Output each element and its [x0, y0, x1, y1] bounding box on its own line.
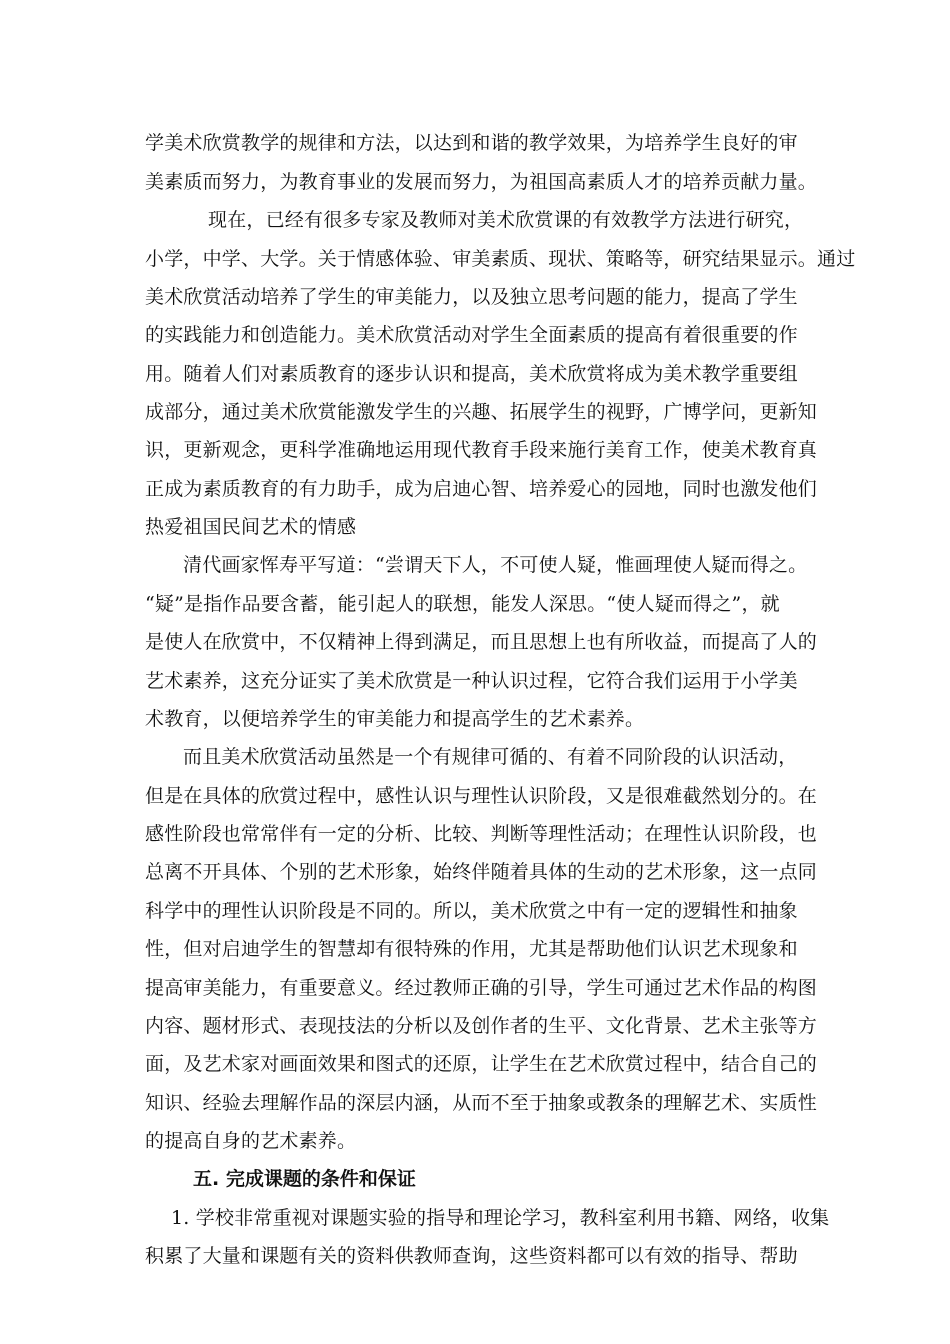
paragraph-line: 用。随着人们对素质教育的逐步认识和提高，美术欣赏将成为美术教学重要组 — [145, 363, 798, 385]
paragraph-line: 1. 学校非常重视对课题实验的指导和理论学习，教科室利用书籍、网络，收集 — [171, 1207, 830, 1229]
paragraph-line: 美素质而努力，为教育事业的发展而努力，为祖国高素质人才的培养贡献力量。 — [145, 171, 818, 193]
paragraph-line: 美术欣赏活动培养了学生的审美能力，以及独立思考问题的能力，提高了学生 — [145, 286, 798, 308]
paragraph-line: 内容、题材形式、表现技法的分析以及创作者的生平、文化背景、艺术主张等方 — [145, 1015, 818, 1037]
paragraph-line: 面，及艺术家对画面效果和图式的还原，让学生在艺术欣赏过程中，结合自己的 — [145, 1053, 818, 1075]
paragraph-line: 现在，已经有很多专家及教师对美术欣赏课的有效教学方法进行研究， — [208, 209, 804, 231]
paragraph-line: 科学中的理性认识阶段是不同的。所以，美术欣赏之中有一定的逻辑性和抽象 — [145, 900, 798, 922]
paragraph-line: 识，更新观念，更科学准确地运用现代教育手段来施行美育工作，使美术教育真 — [145, 439, 818, 461]
paragraph-line: “疑”是指作品要含蓄，能引起人的联想，能发人深思。“使人疑而得之”，就 — [145, 593, 780, 615]
paragraph-line: 而且美术欣赏活动虽然是一个有规律可循的、有着不同阶段的认识活动， — [183, 746, 798, 768]
paragraph-line: 是使人在欣赏中，不仅精神上得到满足，而且思想上也有所收益，而提高了人的 — [145, 631, 818, 653]
paragraph-line: 学美术欣赏教学的规律和方法，以达到和谐的教学效果，为培养学生良好的审 — [145, 132, 798, 154]
paragraph-line: 术教育，以便培养学生的审美能力和提高学生的艺术素养。 — [145, 708, 645, 730]
paragraph-line: 性，但对启迪学生的智慧却有很特殊的作用，尤其是帮助他们认识艺术现象和 — [145, 938, 798, 960]
paragraph-line: 成部分，通过美术欣赏能激发学生的兴趣、拓展学生的视野，广博学问，更新知 — [145, 401, 818, 423]
section-heading: 五. 完成课题的条件和保证 — [193, 1168, 416, 1190]
paragraph-line: 感性阶段也常常伴有一定的分析、比较、判断等理性活动；在理性认识阶段，也 — [145, 823, 818, 845]
paragraph-line: 但是在具体的欣赏过程中，感性认识与理性认识阶段，又是很难截然划分的。在 — [145, 785, 818, 807]
paragraph-line: 艺术素养，这充分证实了美术欣赏是一种认识过程，它符合我们运用于小学美 — [145, 670, 798, 692]
paragraph-line: 清代画家恽寿平写道：“尝谓天下人，不可使人疑，惟画理使人疑而得之。 — [183, 554, 808, 576]
paragraph-line: 小学，中学、大学。关于情感体验、审美素质、现状、策略等，研究结果显示。通过 — [145, 248, 856, 270]
paragraph-line: 的提高自身的艺术素养。 — [145, 1130, 357, 1152]
paragraph-line: 的实践能力和创造能力。美术欣赏活动对学生全面素质的提高有着很重要的作 — [145, 324, 798, 346]
paragraph-line: 积累了大量和课题有关的资料供教师查询，这些资料都可以有效的指导、帮助 — [145, 1245, 798, 1267]
paragraph-line: 正成为素质教育的有力助手，成为启迪心智、培养爱心的园地，同时也激发他们 — [145, 478, 818, 500]
paragraph-line: 热爱祖国民间艺术的情感 — [145, 516, 357, 538]
paragraph-line: 总离不开具体、个别的艺术形象，始终伴随着具体的生动的艺术形象，这一点同 — [145, 861, 818, 883]
paragraph-line: 提高审美能力，有重要意义。经过教师正确的引导，学生可通过艺术作品的构图 — [145, 977, 818, 999]
paragraph-line: 知识、经验去理解作品的深层内涵，从而不至于抽象或教条的理解艺术、实质性 — [145, 1092, 818, 1114]
